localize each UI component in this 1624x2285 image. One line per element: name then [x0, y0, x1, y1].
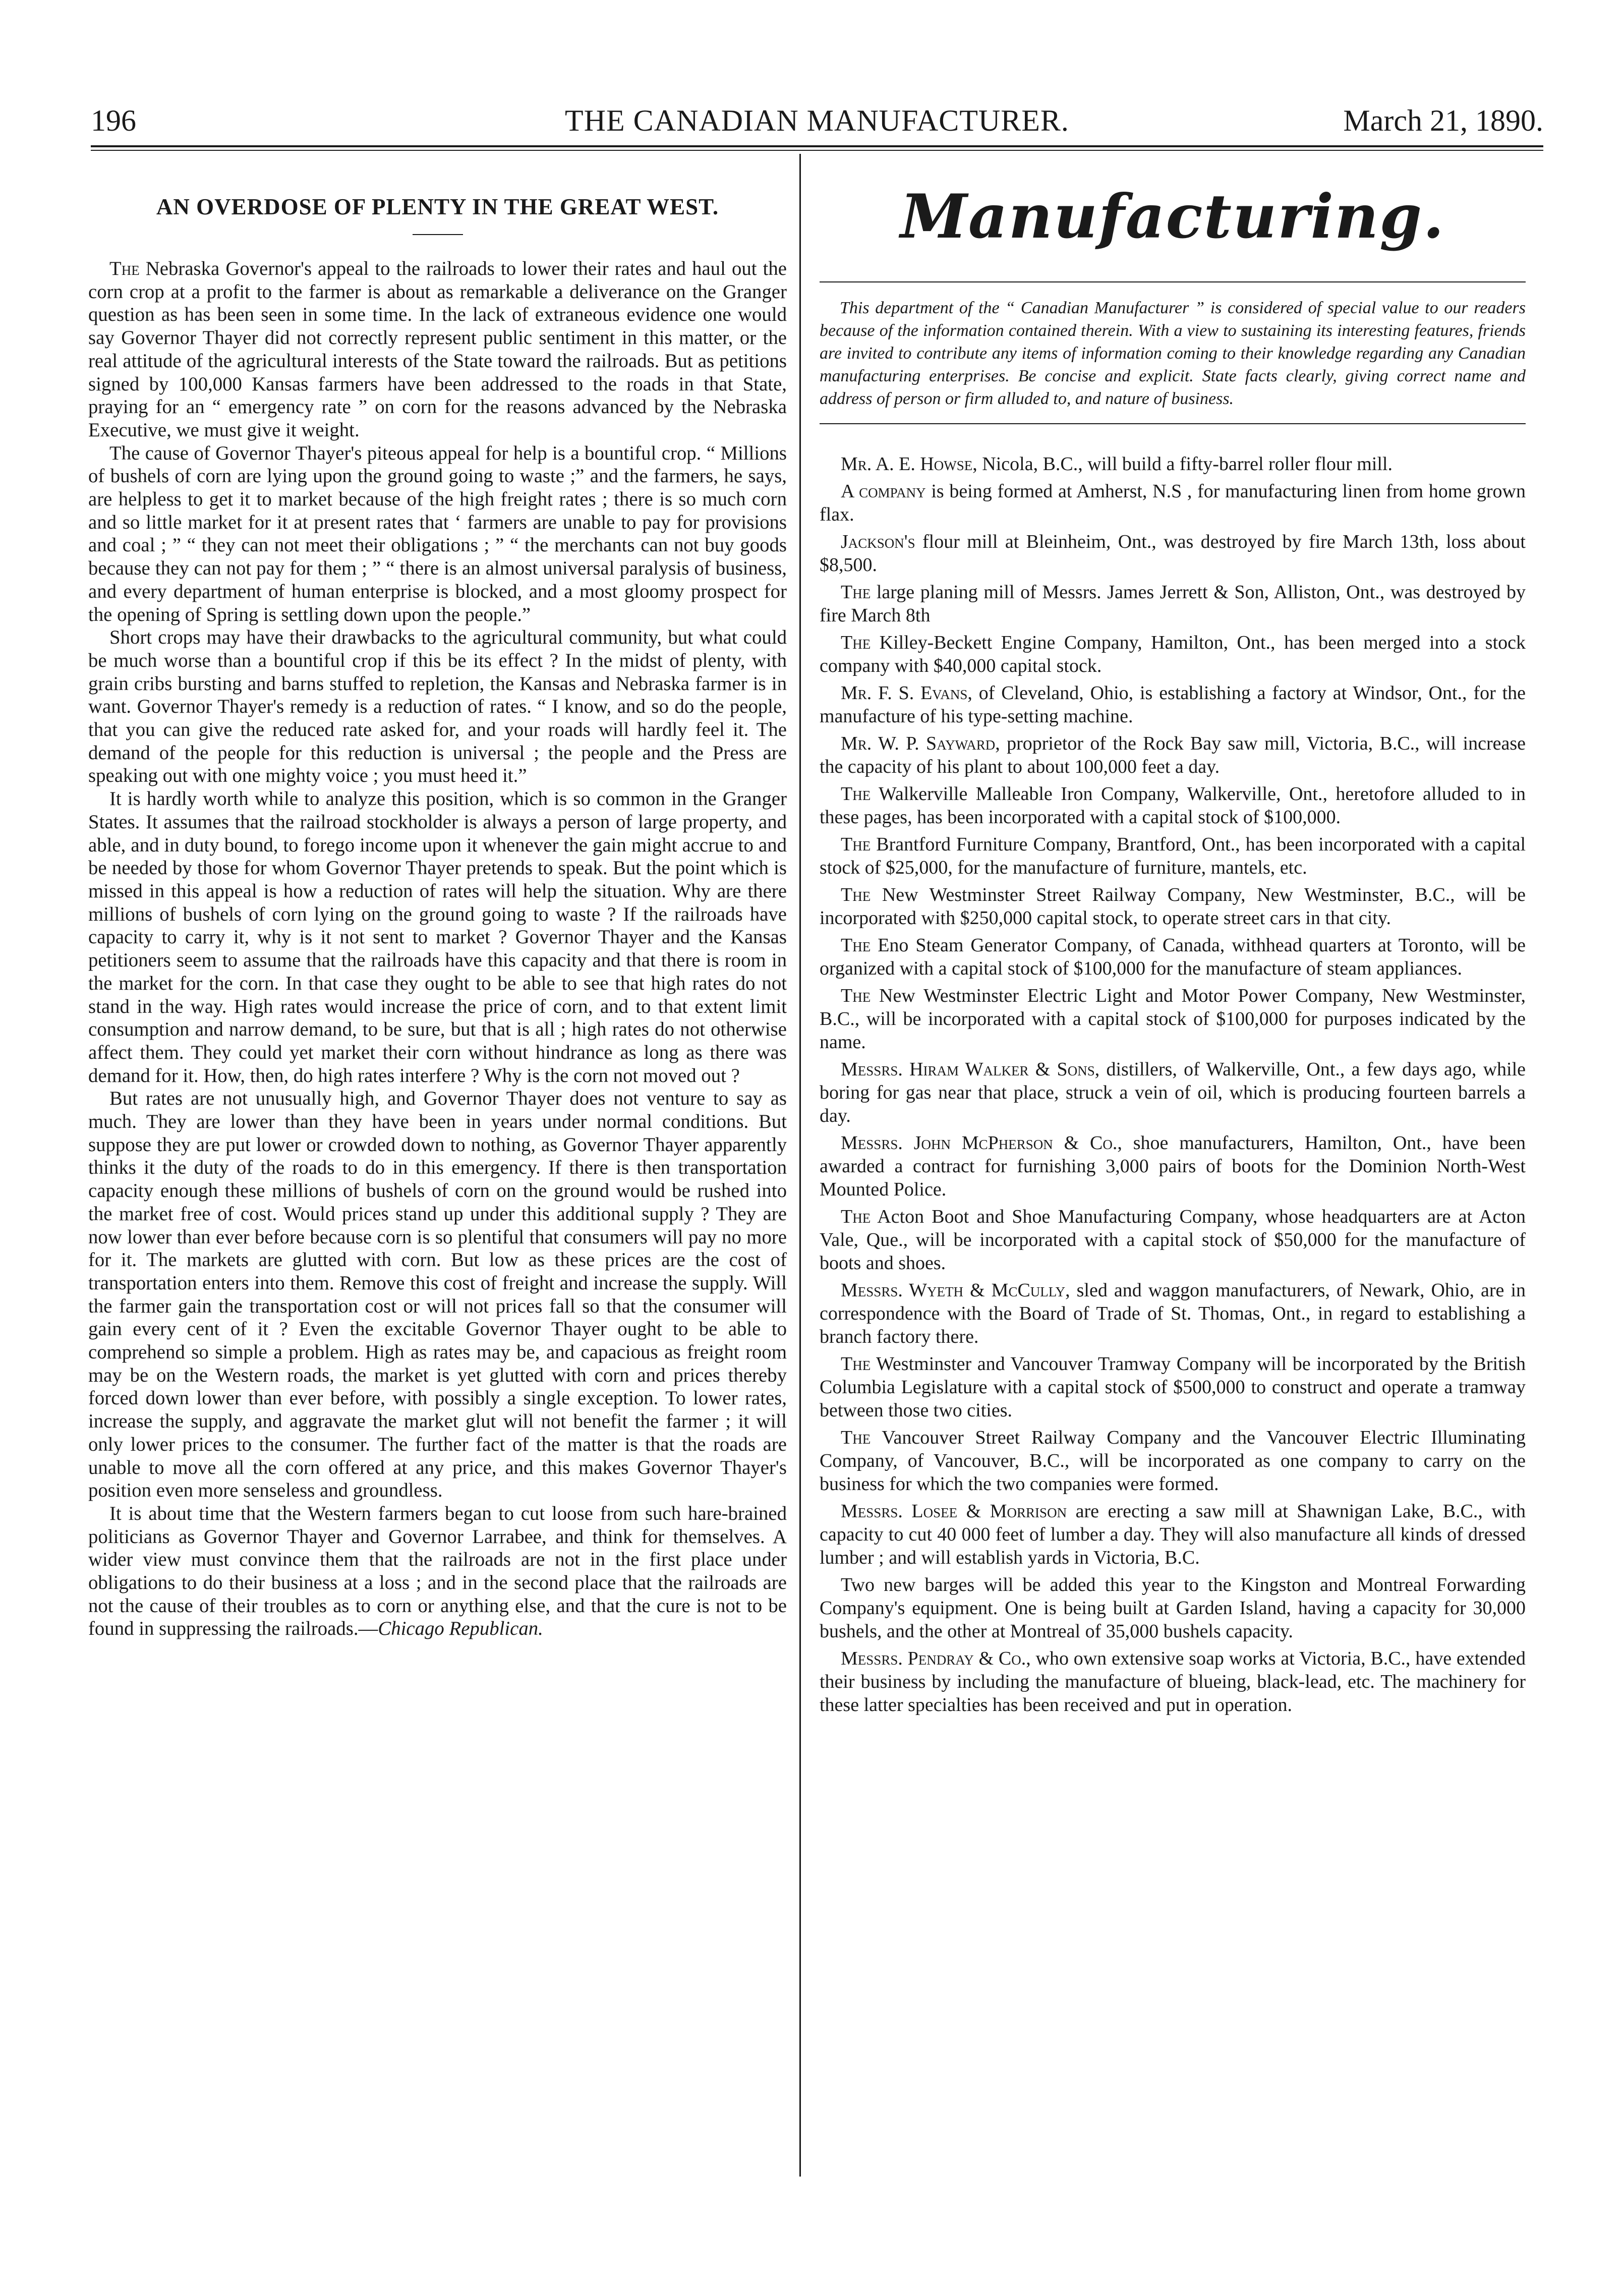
news-lead: The [841, 1206, 871, 1227]
news-text: Vancouver Street Railway Company and the Vancouver Electric Illuminating Company, of Vancouver, B.C., will be incorporated as one company to carry on the business for which the two companies were formed. [820, 1427, 1526, 1495]
section-note: This department of the “ Canadian Manufacturer ” is considered of special value to our readers because of the information contained therein. With a view to sustaining its interesting features, friends are invited to contribute any items of information coming to their knowledge regarding any Canadian manufacturing enterprises. Be concise and explicit. State facts clearly, giving correct name and address of person or firm alluded to, and nature of business. [820, 299, 1526, 408]
column-divider [799, 154, 801, 2177]
header-rule-thin [91, 150, 1543, 151]
news-text: large planing mill of Messrs. James Jerrett & Son, Alliston, Ont., was destroyed by fire March 8th [820, 582, 1526, 626]
news-text: proprietor of the Rock Bay saw mill, Victoria, B.C., will increase the capacity of his plant to about 100,000 feet a day. [820, 733, 1526, 777]
source-credit: Chicago Republican. [378, 1618, 543, 1640]
news-item [820, 1279, 1526, 1348]
news-text: Nicola, B.C., will build a fifty-barrel roller flour mill. [977, 453, 1393, 475]
news-item [820, 1573, 1526, 1643]
news-lead: Mr. W. P. Sayward, [841, 733, 1000, 754]
paragraph-text: Short crops may have their drawbacks to the agricultural community, but what could be much worse than a bountiful crop if this be its effect ? In the midst of plenty, with grain cribs bursting and barns stuffed to repletion, the Kansas and Nebraska farmer is in want. Governor Thayer's remedy is a reduction of rates. “ I know, and so do the people, that you can give the reduced rate asked for, and your roads will hardly feel it. The demand of the people for this reduction is universal ; the people and the Press are speaking out with one mighty voice ; you must heed it.” [88, 626, 787, 787]
news-lead: Messrs. Pendray & Co., [841, 1648, 1031, 1669]
lead-word: The [109, 258, 140, 279]
news-lead: The [841, 1427, 871, 1448]
news-text: Eno Steam Generator Company, of Canada, withhead quarters at Toronto, will be organized with a capital stock of $100,000 for the manufacture of steam appliances. [820, 935, 1526, 979]
paragraph-text: But rates are not unusually high, and Governor Thayer does not venture to say as much. They are lower than they have been in years under normal conditions. But suppose they are put lower or crowded down to nothing, as Governor Thayer apparently thinks it the duty of the roads to do in this emergency. If there is then transportation capacity enough these millions of bushels of corn on the ground would be rushed into the market free of cost. Would prices stand up under this additional supply ? They are now lower than ever before because corn is so plentiful that consumers will pay no more for it. The markets are glutted with corn. But low as these prices are the cost of transportation enters into them. Remove this cost of freight and increase the supply. Will the farmer gain the transportation cost or will not prices fall so that the consumer will gain every cent of it ? Even the excitable Governor Thayer ought to be able to comprehend so simple a problem. High as rates may be, and capacious as freight room may be on the Western roads, the market is yet glutted with corn and prices thereby forced down lower than ever before, with possibly a single exception. To lower rates, increase the supply, and aggravate the market glut will not benefit the farmer ; it will only lower prices to the consumer. The further fact of the matter is that the roads are unable to move all the corn offered at any price, and this makes Governor Thayer's position even more senseless and groundless. [88, 1088, 787, 1502]
paragraph-text: It is about time that the Western farmers began to cut loose from such hare-brained politicians as Governor Thayer and Governor Larrabee, and think for themselves. A wider view must convince them that the railroads are not in the first place under obligations to do their business at a loss ; and in the second place that the railroads are not the cause of their troubles as to corn or anything else, and that the cure is not to be found in suppressing the railroads.— [88, 1502, 787, 1640]
news-text: sled and waggon manufacturers, of Newark, Ohio, are in correspondence with the Board of Trade of St. Thomas, Ont., in regard to establishing a branch factory there. [820, 1280, 1526, 1347]
news-item [820, 732, 1526, 778]
news-items [820, 452, 1526, 1717]
news-lead: The [841, 834, 871, 855]
article-paragraph [88, 626, 787, 787]
news-item [820, 681, 1526, 728]
header-rule [91, 145, 1543, 147]
news-text: is being formed at Amherst, N.S , for manufacturing linen from home grown flax. [820, 481, 1526, 525]
section-rule [820, 281, 1526, 282]
news-item [820, 833, 1526, 879]
article-paragraph [88, 1087, 787, 1502]
paragraph-text: Nebraska Governor's appeal to the railroads to lower their rates and haul out the corn crop at a profit to the farmer is about as remarkable a deliverance on the Granger question as has been seen in some time. In the lack of extraneous evidence one would say Governor Thayer did not correctly represent public sentiment in this matter, or the real attitude of the agricultural interests of the State toward the railroads. But as petitions signed by 100,000 Kansas farmers have been addressed to the roads in that State, praying for an “ emergency rate ” on corn for the reasons advanced by the Nebraska Executive, we must give it weight. [88, 258, 787, 441]
news-text: New Westminster Electric Light and Motor Power Company, New Westminster, B.C., will be incorporated with a capital stock of $100,000 for purposes indicated by the name. [820, 985, 1526, 1053]
news-text: shoe manufacturers, Hamilton, Ont., have been awarded a contract for furnishing 3,000 pairs of boots for the Dominion North-West Mounted Police. [820, 1132, 1526, 1200]
news-lead: Messrs. Hiram Walker & Sons, [841, 1059, 1100, 1080]
news-item [820, 1205, 1526, 1275]
news-text: New Westminster Street Railway Company, New Westminster, B.C., will be incorporated with $250,000 capital stock, to operate street cars in that city. [820, 884, 1526, 929]
paragraph-text: It is hardly worth while to analyze this position, which is so common in the Granger States. It assumes that the railroad stockholder is always a person of large property, and able, and in duty bound, to forego income upon it whenever the gain might accrue to and be needed by those for whom Governor Thayer pretends to speak. But the point which is missed in this appeal is how a reduction of rates will help the situation. Why are there millions of bushels of corn lying on the ground going to waste ? If the railroads have capacity to carry it, why is it not sent to market ? Governor Thayer and the Kansas petitioners seem to assume that the railroads have this capacity and that there is room in the market for the corn. In that case they ought to be able to see that high rates do not stand in the way. High rates would increase the price of corn, and to that extent limit consumption and narrow demand, to be sure, but that is all ; high rates do not otherwise affect them. They could yet market their corn without hindrance as long as there was demand for it. How, then, do high rates interfere ? Why is the corn not moved out ? [88, 788, 787, 1087]
news-item [820, 480, 1526, 526]
news-item [820, 1647, 1526, 1717]
news-lead: Messrs. John McPherson & Co., [841, 1132, 1122, 1154]
section-rule-bottom [820, 423, 1526, 424]
news-text: of Cleveland, Ohio, is establishing a factory at Windsor, Ont., for the manufacture of his type-setting machine. [820, 682, 1526, 727]
news-lead: The [841, 582, 871, 603]
news-text: Brantford Furniture Company, Brantford, Ont., has been incorporated with a capital stock of $25,000, for the manufacture of furniture, mantels, etc. [820, 834, 1526, 878]
article-body [88, 257, 787, 1640]
page-number: 196 [91, 104, 136, 137]
manufacturing-column [820, 166, 1526, 1721]
news-text: Acton Boot and Shoe Manufacturing Company, whose headquarters are at Acton Vale, Que., will be incorporated with a capital stock of $50,000 for the manufacture of boots and shoes. [820, 1206, 1526, 1274]
news-lead: The [841, 632, 871, 653]
article-paragraph [88, 1502, 787, 1640]
issue-date: March 21, 1890. [1343, 104, 1543, 137]
news-item [820, 883, 1526, 930]
news-item [820, 1352, 1526, 1422]
news-item [820, 530, 1526, 577]
news-lead: The [841, 783, 871, 805]
news-item [820, 581, 1526, 627]
section-title: Manufacturing. [900, 181, 1445, 252]
article-title: AN OVERDOSE OF PLENTY IN THE GREAT WEST. [156, 194, 719, 219]
running-head [91, 103, 1543, 144]
news-lead: A company [841, 481, 926, 502]
news-item [820, 934, 1526, 980]
news-item [820, 984, 1526, 1054]
news-text: distillers, of Walkerville, Ont., a few days ago, while boring for gas near that place, struck a vein of oil, which is producing fourteen barrels a day. [820, 1059, 1526, 1126]
news-lead: The [841, 1353, 871, 1375]
article-paragraph [88, 257, 787, 442]
news-item [820, 1058, 1526, 1127]
news-item [820, 782, 1526, 829]
news-lead: Messrs. Wyeth & McCully, [841, 1280, 1070, 1301]
news-item [820, 452, 1526, 476]
article-paragraph [88, 787, 787, 1087]
title-rule [413, 234, 463, 235]
news-text: Westminster and Vancouver Tramway Company will be incorporated by the British Columbia Legislature with a capital stock of $500,000 to construct and operate a tramway between those two cities. [820, 1353, 1526, 1421]
news-lead: The [841, 935, 871, 956]
journal-title: THE CANADIAN MANUFACTURER. [565, 104, 1069, 137]
news-text: flour mill at Bleinheim, Ont., was destroyed by fire March 13th, loss about $8,500. [820, 531, 1526, 576]
news-text: Killey-Beckett Engine Company, Hamilton, Ont., has been merged into a stock company with $40,000 capital stock. [820, 632, 1526, 676]
news-lead: Mr. A. E. Howse, [841, 453, 977, 475]
news-text: Walkerville Malleable Iron Company, Walkerville, Ont., heretofore alluded to in these pages, has been incorporated with a capital stock of $100,000. [820, 783, 1526, 828]
article-paragraph [88, 442, 787, 626]
news-lead: The [841, 884, 871, 905]
news-lead: Mr. F. S. Evans, [841, 682, 972, 704]
news-item [820, 1500, 1526, 1569]
news-text: who own extensive soap works at Victoria, B.C., have extended their business by including the manufacture of blueing, black-lead, etc. The machinery for these latter specialties has been received and put in operation. [820, 1648, 1526, 1716]
news-item [820, 1426, 1526, 1496]
news-text: Two new barges will be added this year to the Kingston and Montreal Forwarding Company's equipment. One is being built at Garden Island, having a capacity for 30,000 bushels, and the other at Montreal of 35,000 bushels capacity. [820, 1574, 1526, 1642]
news-lead: Jackson's [841, 531, 915, 552]
article-column [88, 192, 787, 1640]
news-lead: The [841, 985, 871, 1006]
news-item [820, 631, 1526, 677]
news-text: are erecting a saw mill at Shawnigan Lake, B.C., with capacity to cut 40 000 feet of lumber a day. They will also manufacture all kinds of dressed lumber ; and will establish yards in Victoria, B.C. [820, 1501, 1526, 1568]
news-item [820, 1131, 1526, 1201]
news-lead: Messrs. Losee & Morrison [841, 1501, 1067, 1522]
paragraph-text: The cause of Governor Thayer's piteous appeal for help is a bountiful crop. “ Millions of bushels of corn are lying upon the ground going to waste ;” and the farmers, he says, are helpless to get it to market because of the high freight rates ; there is so much corn and so little market for it at present rates that ‘ farmers are unable to pay for provisions and coal ; ” “ they can not meet their obligations ; ” “ the merchants can not buy goods because they can not pay for them ; ” “ there is an almost universal paralysis of business, and every department of human enterprise is blocked, and a most gloomy prospect for the opening of Spring is settling down upon the people.” [88, 442, 787, 625]
